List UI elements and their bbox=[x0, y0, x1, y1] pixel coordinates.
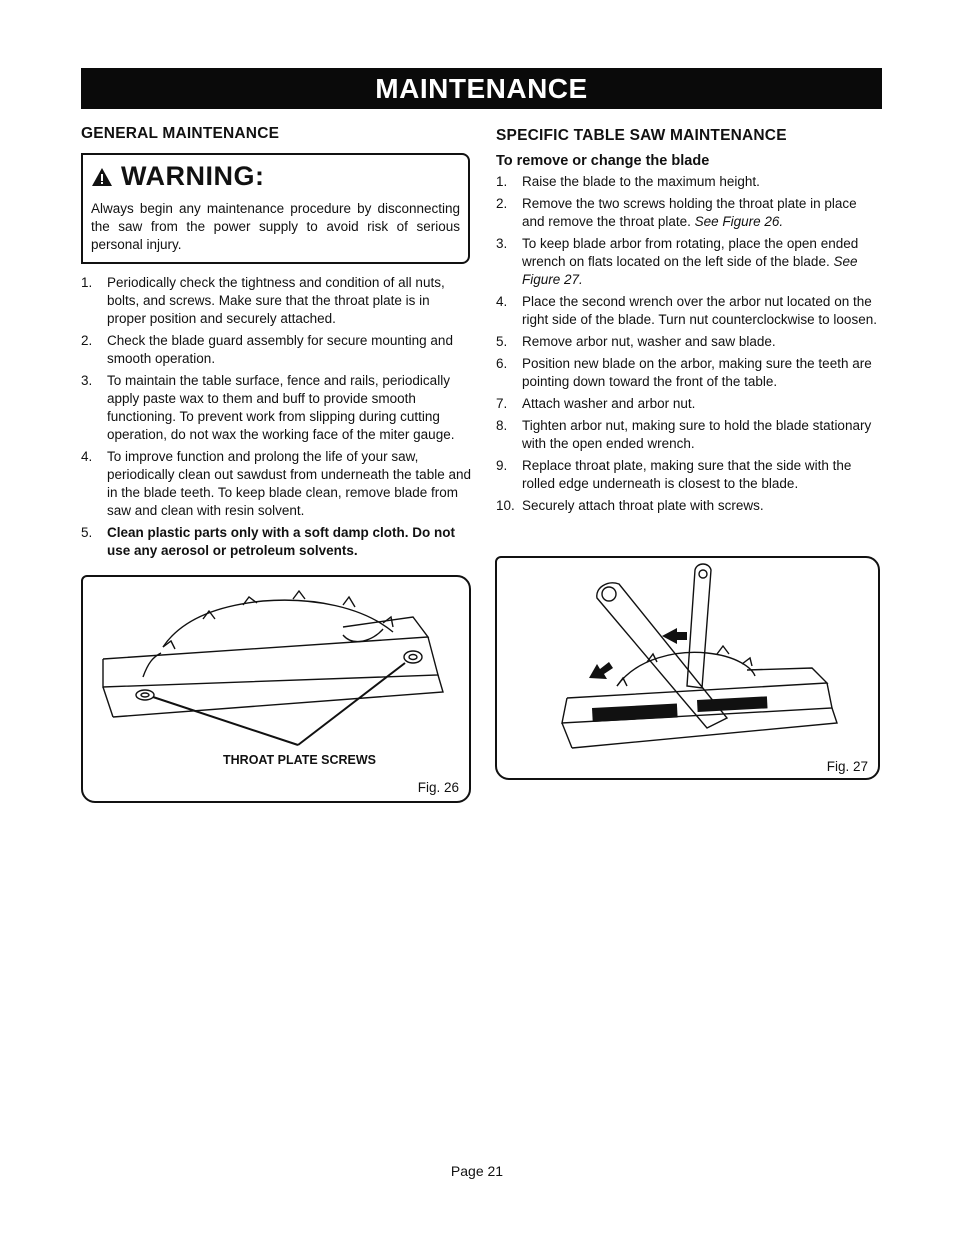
step-text: Remove arbor nut, washer and saw blade. bbox=[522, 334, 776, 349]
list-item bbox=[496, 395, 882, 413]
item-number: 6. bbox=[496, 356, 508, 371]
step-text: Remove the two screws holding the throat plate in place and remove the throat plate. bbox=[522, 196, 857, 229]
item-text bbox=[522, 195, 882, 231]
item-text bbox=[522, 173, 882, 191]
item-number: 3. bbox=[496, 236, 508, 251]
list-item bbox=[496, 457, 882, 493]
item-text bbox=[522, 293, 882, 329]
general-maintenance-list bbox=[81, 274, 471, 560]
item-number: 5. bbox=[81, 525, 93, 540]
item-text bbox=[522, 457, 882, 493]
specific-maintenance-heading: SPECIFIC TABLE SAW MAINTENANCE bbox=[496, 127, 787, 144]
figure-label: Fig. 27 bbox=[826, 759, 868, 774]
figure-26 bbox=[81, 575, 471, 803]
warning-box bbox=[81, 153, 470, 264]
step-text: Place the second wrench over the arbor nut located on the right side of the blade. Turn nut counterclockwise to loosen. bbox=[522, 294, 877, 327]
item-number: 7. bbox=[496, 396, 508, 411]
warning-text: Always begin any maintenance procedure by disconnecting the saw from the power supply to avoid risk of serious personal injury. bbox=[91, 201, 460, 252]
item-text bbox=[522, 497, 882, 515]
item-text bbox=[522, 333, 882, 351]
list-item bbox=[81, 448, 471, 520]
step-text: Replace throat plate, making sure that the side with the rolled edge underneath is closest to the blade. bbox=[522, 458, 852, 491]
list-item bbox=[81, 524, 471, 560]
item-number: 5. bbox=[496, 334, 508, 349]
item-text: Check the blade guard assembly for secure mounting and smooth operation. bbox=[107, 333, 453, 366]
item-number: 4. bbox=[81, 449, 93, 464]
figure-reference: See Figure 26. bbox=[694, 214, 784, 229]
item-number: 4. bbox=[496, 294, 508, 309]
step-text: Raise the blade to the maximum height. bbox=[522, 174, 760, 189]
item-number: 8. bbox=[496, 418, 508, 433]
warning-triangle-icon bbox=[91, 167, 113, 187]
blade-wrench-illustration bbox=[497, 558, 878, 778]
item-text bbox=[522, 355, 882, 391]
list-item bbox=[81, 332, 471, 368]
throat-plate-screws-callout: THROAT PLATE SCREWS bbox=[223, 753, 377, 767]
list-item bbox=[496, 333, 882, 351]
item-number: 9. bbox=[496, 458, 508, 473]
throat-plate-illustration bbox=[83, 577, 469, 801]
item-text: Clean plastic parts only with a soft damp cloth. Do not use any aerosol or petroleum solvents. bbox=[107, 525, 456, 558]
step-text: To keep blade arbor from rotating, place the open ended wrench on flats located on the left side of the blade. bbox=[522, 236, 859, 269]
list-item bbox=[496, 235, 882, 289]
item-number: 1. bbox=[496, 174, 508, 189]
section-banner: MAINTENANCE bbox=[81, 68, 882, 109]
list-item bbox=[496, 293, 882, 329]
page-number: Page 21 bbox=[450, 1163, 504, 1179]
list-item bbox=[81, 274, 471, 328]
blade-change-steps bbox=[496, 173, 882, 515]
list-item bbox=[496, 195, 882, 231]
list-item bbox=[496, 497, 882, 515]
list-item bbox=[81, 372, 471, 444]
list-item bbox=[496, 173, 882, 191]
item-number: 2. bbox=[496, 196, 508, 211]
list-item bbox=[496, 355, 882, 391]
item-text: To improve function and prolong the life of your saw, periodically clean out sawdust from underneath the table and in the blade teeth. To keep blade clean, remove blade from saw and clean with resin solvent. bbox=[107, 449, 471, 518]
figure-reference: See Figure 27. bbox=[522, 254, 858, 287]
general-maintenance-column bbox=[81, 125, 471, 564]
warning-title: WARNING: bbox=[121, 161, 265, 191]
item-text bbox=[522, 235, 882, 289]
list-item bbox=[496, 417, 882, 453]
step-text: Securely attach throat plate with screws. bbox=[522, 498, 764, 513]
blade-change-subheading: To remove or change the blade bbox=[496, 153, 710, 169]
step-text: Attach washer and arbor nut. bbox=[522, 396, 696, 411]
item-number: 2. bbox=[81, 333, 93, 348]
warning-header bbox=[91, 161, 460, 192]
item-text: Periodically check the tightness and condition of all nuts, bolts, and screws. Make sure that the throat plate is in proper position and securely attached. bbox=[107, 275, 445, 326]
step-text: Tighten arbor nut, making sure to hold the blade stationary with the open ended wrench. bbox=[522, 418, 872, 451]
figure-27 bbox=[495, 556, 880, 780]
general-maintenance-heading: GENERAL MAINTENANCE bbox=[81, 125, 280, 142]
item-text bbox=[522, 417, 882, 453]
item-number: 10. bbox=[496, 498, 515, 513]
item-text: To maintain the table surface, fence and rails, periodically apply paste wax to them and buff to provide smooth functioning. To prevent work from slipping during cutting operation, do not wax the working face of the miter gauge. bbox=[107, 373, 455, 442]
specific-maintenance-column bbox=[496, 127, 882, 519]
item-text bbox=[522, 395, 882, 413]
figure-label: Fig. 26 bbox=[417, 780, 459, 795]
item-number: 3. bbox=[81, 373, 93, 388]
item-number: 1. bbox=[81, 275, 93, 290]
step-text: Position new blade on the arbor, making sure the teeth are pointing down toward the front of the table. bbox=[522, 356, 872, 389]
